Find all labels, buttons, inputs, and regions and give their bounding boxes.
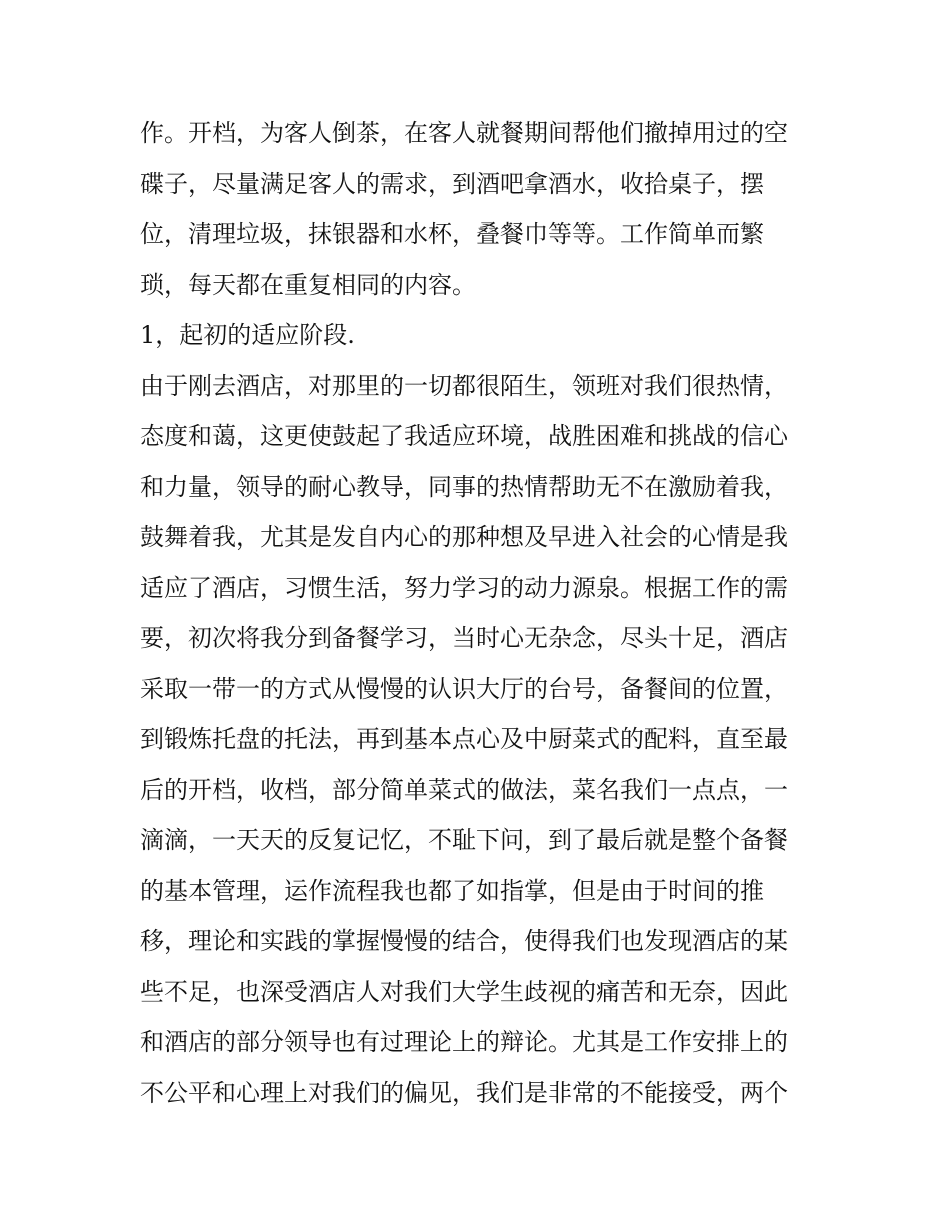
text-line: 位，清理垃圾，抹银器和水杯，叠餐巾等等。工作简单而繁	[140, 220, 764, 248]
text-line: 些不足，也深受酒店人对我们大学生歧视的痛苦和无奈，因此	[140, 977, 788, 1006]
text-line: 作。开档，为客人倒茶，在客人就餐期间帮他们撤掉用过的空	[140, 119, 788, 147]
text-line: 移，理论和实践的掌握慢慢的结合，使得我们也发现酒店的某	[140, 927, 788, 955]
document-body	[140, 108, 815, 1118]
text-line: 适应了酒店，习惯生活，努力学习的动力源泉。根据工作的需	[140, 573, 788, 602]
text-line: 琐，每天都在重复相同的内容。	[140, 270, 476, 299]
text-line: 和力量，领导的耐心教导，同事的热情帮助无不在激励着我，	[140, 472, 788, 501]
text-line: 由于刚去酒店，对那里的一切都很陌生，领班对我们很热情，	[140, 371, 788, 400]
text-line: 碟子，尽量满足客人的需求，到酒吧拿酒水，收拾桌子，摆	[140, 169, 764, 198]
section-heading: 1，起初的适应阶段.	[140, 321, 355, 349]
text-line: 采取一带一的方式从慢慢的认识大厅的台号，备餐间的位置，	[140, 674, 788, 703]
text-line: 要，初次将我分到备餐学习，当时心无杂念，尽头十足，酒店	[140, 624, 788, 652]
text-line: 不公平和心理上对我们的偏见，我们是非常的不能接受，两个	[140, 1078, 788, 1107]
text-line: 滴滴，一天天的反复记忆，不耻下问，到了最后就是整个备餐	[140, 826, 788, 854]
text-line: 和酒店的部分领导也有过理论上的辩论。尤其是工作安排上的	[140, 1028, 788, 1056]
text-line: 后的开档，收档，部分简单菜式的做法，菜名我们一点点，一	[140, 775, 788, 804]
text-line: 鼓舞着我，尤其是发自内心的那种想及早进入社会的心情是我	[140, 523, 788, 551]
text-line: 的基本管理，运作流程我也都了如指掌，但是由于时间的推	[140, 876, 764, 905]
text-line: 到锻炼托盘的托法，再到基本点心及中厨菜式的配料，直至最	[140, 725, 788, 753]
text-line: 态度和蔼，这更使鼓起了我适应环境，战胜困难和挑战的信心	[140, 422, 788, 450]
